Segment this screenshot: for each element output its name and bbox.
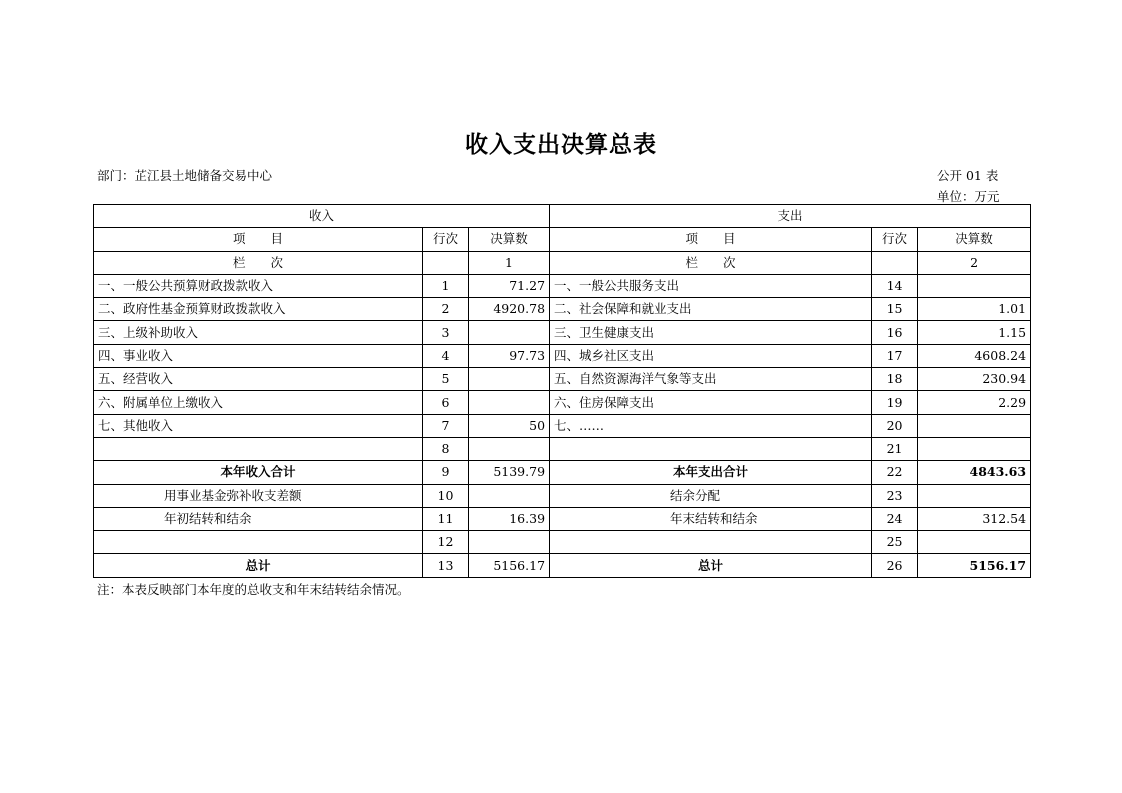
expense-item-cell: 七、…… [550, 414, 872, 437]
expense-amount-cell: 1.15 [918, 321, 1031, 344]
income-line-no-cell: 1 [423, 274, 469, 297]
income-amount-cell: 97.73 [469, 344, 550, 367]
expense-amount-cell: 4843.63 [918, 461, 1031, 484]
expense-item-cell: 结余分配 [550, 484, 872, 507]
expense-line-no-cell: 16 [872, 321, 918, 344]
table-header-row-section [94, 205, 1031, 228]
income-column-index: 1 [469, 251, 550, 274]
expense-amount-cell [918, 437, 1031, 460]
table-row [94, 391, 1031, 414]
expense-section-header: 支出 [550, 205, 1031, 228]
expense-amount-cell [918, 414, 1031, 437]
income-amount-cell: 16.39 [469, 507, 550, 530]
income-section-header: 收入 [94, 205, 550, 228]
page-title: 收入支出决算总表 [465, 132, 657, 158]
expense-amount-cell: 1.01 [918, 298, 1031, 321]
income-line-no-cell: 9 [423, 461, 469, 484]
expense-item-cell: 总计 [550, 554, 872, 577]
income-line-no-cell: 4 [423, 344, 469, 367]
subtotal-row [94, 461, 1031, 484]
income-item-cell: 七、其他收入 [94, 414, 423, 437]
expense-line-no-cell: 21 [872, 437, 918, 460]
income-line-no-header: 行次 [423, 228, 469, 251]
expense-column-index-label: 栏 次 [550, 251, 872, 274]
income-line-no-cell: 10 [423, 484, 469, 507]
expense-item-cell [550, 437, 872, 460]
income-item-cell: 三、上级补助收入 [94, 321, 423, 344]
income-amount-cell: 4920.78 [469, 298, 550, 321]
income-amount-cell: 50 [469, 414, 550, 437]
expense-amount-cell: 230.94 [918, 368, 1031, 391]
expense-amount-cell: 2.29 [918, 391, 1031, 414]
income-column-index-blank [423, 251, 469, 274]
income-line-no-cell: 7 [423, 414, 469, 437]
income-line-no-cell: 2 [423, 298, 469, 321]
income-amount-header: 决算数 [469, 228, 550, 251]
expense-line-no-cell: 20 [872, 414, 918, 437]
income-column-index-label: 栏 次 [94, 251, 423, 274]
expense-line-no-cell: 17 [872, 344, 918, 367]
table-row [94, 507, 1031, 530]
income-line-no-cell: 3 [423, 321, 469, 344]
expense-column-index-blank [872, 251, 918, 274]
income-line-no-cell: 12 [423, 531, 469, 554]
table-row [94, 484, 1031, 507]
table-row [94, 437, 1031, 460]
income-line-no-cell: 8 [423, 437, 469, 460]
income-item-cell: 总计 [94, 554, 423, 577]
income-amount-cell [469, 391, 550, 414]
expense-amount-cell [918, 274, 1031, 297]
expense-amount-cell: 312.54 [918, 507, 1031, 530]
expense-item-cell: 年末结转和结余 [550, 507, 872, 530]
income-line-no-cell: 13 [423, 554, 469, 577]
table-header-row-columns [94, 228, 1031, 251]
expense-item-cell: 五、自然资源海洋气象等支出 [550, 368, 872, 391]
expense-column-index: 2 [918, 251, 1031, 274]
expense-item-cell: 三、卫生健康支出 [550, 321, 872, 344]
expense-item-cell: 六、住房保障支出 [550, 391, 872, 414]
expense-line-no-cell: 19 [872, 391, 918, 414]
income-amount-cell [469, 484, 550, 507]
table-row [94, 414, 1031, 437]
expense-line-no-cell: 22 [872, 461, 918, 484]
table-row [94, 274, 1031, 297]
expense-line-no-cell: 26 [872, 554, 918, 577]
income-line-no-cell: 11 [423, 507, 469, 530]
income-amount-cell [469, 368, 550, 391]
income-item-cell: 一、一般公共预算财政拨款收入 [94, 274, 423, 297]
income-amount-cell [469, 437, 550, 460]
income-item-cell [94, 531, 423, 554]
expense-item-cell: 本年支出合计 [550, 461, 872, 484]
expense-line-no-cell: 23 [872, 484, 918, 507]
income-item-cell: 六、附属单位上缴收入 [94, 391, 423, 414]
expense-line-no-cell: 15 [872, 298, 918, 321]
table-header-row-index [94, 251, 1031, 274]
income-item-cell: 五、经营收入 [94, 368, 423, 391]
expense-amount-cell [918, 531, 1031, 554]
expense-line-no-cell: 18 [872, 368, 918, 391]
expense-item-cell: 一、一般公共服务支出 [550, 274, 872, 297]
table-row [94, 368, 1031, 391]
income-item-header: 项 目 [94, 228, 423, 251]
department-label: 部门：芷江县土地储备交易中心 [97, 168, 273, 183]
total-row [94, 554, 1031, 577]
expense-amount-header: 决算数 [918, 228, 1031, 251]
income-amount-cell [469, 321, 550, 344]
income-amount-cell: 5139.79 [469, 461, 550, 484]
income-expense-table [93, 204, 1031, 578]
income-item-cell: 年初结转和结余 [94, 507, 423, 530]
income-item-cell: 本年收入合计 [94, 461, 423, 484]
income-amount-cell: 71.27 [469, 274, 550, 297]
expense-item-cell [550, 531, 872, 554]
income-item-cell: 四、事业收入 [94, 344, 423, 367]
table-row [94, 531, 1031, 554]
form-number: 公开 01 表 [937, 168, 999, 183]
expense-line-no-cell: 14 [872, 274, 918, 297]
income-amount-cell [469, 531, 550, 554]
unit-label: 单位：万元 [937, 189, 1000, 204]
income-line-no-cell: 6 [423, 391, 469, 414]
income-item-cell [94, 437, 423, 460]
expense-amount-cell [918, 484, 1031, 507]
table-row [94, 298, 1031, 321]
expense-line-no-header: 行次 [872, 228, 918, 251]
income-line-no-cell: 5 [423, 368, 469, 391]
expense-amount-cell: 4608.24 [918, 344, 1031, 367]
table-row [94, 321, 1031, 344]
expense-item-cell: 四、城乡社区支出 [550, 344, 872, 367]
income-amount-cell: 5156.17 [469, 554, 550, 577]
expense-line-no-cell: 25 [872, 531, 918, 554]
expense-item-header: 项 目 [550, 228, 872, 251]
expense-line-no-cell: 24 [872, 507, 918, 530]
income-item-cell: 用事业基金弥补收支差额 [94, 484, 423, 507]
footnote: 注：本表反映部门本年度的总收支和年末结转结余情况。 [97, 582, 410, 597]
income-item-cell: 二、政府性基金预算财政拨款收入 [94, 298, 423, 321]
expense-item-cell: 二、社会保障和就业支出 [550, 298, 872, 321]
expense-amount-cell: 5156.17 [918, 554, 1031, 577]
table-row [94, 344, 1031, 367]
